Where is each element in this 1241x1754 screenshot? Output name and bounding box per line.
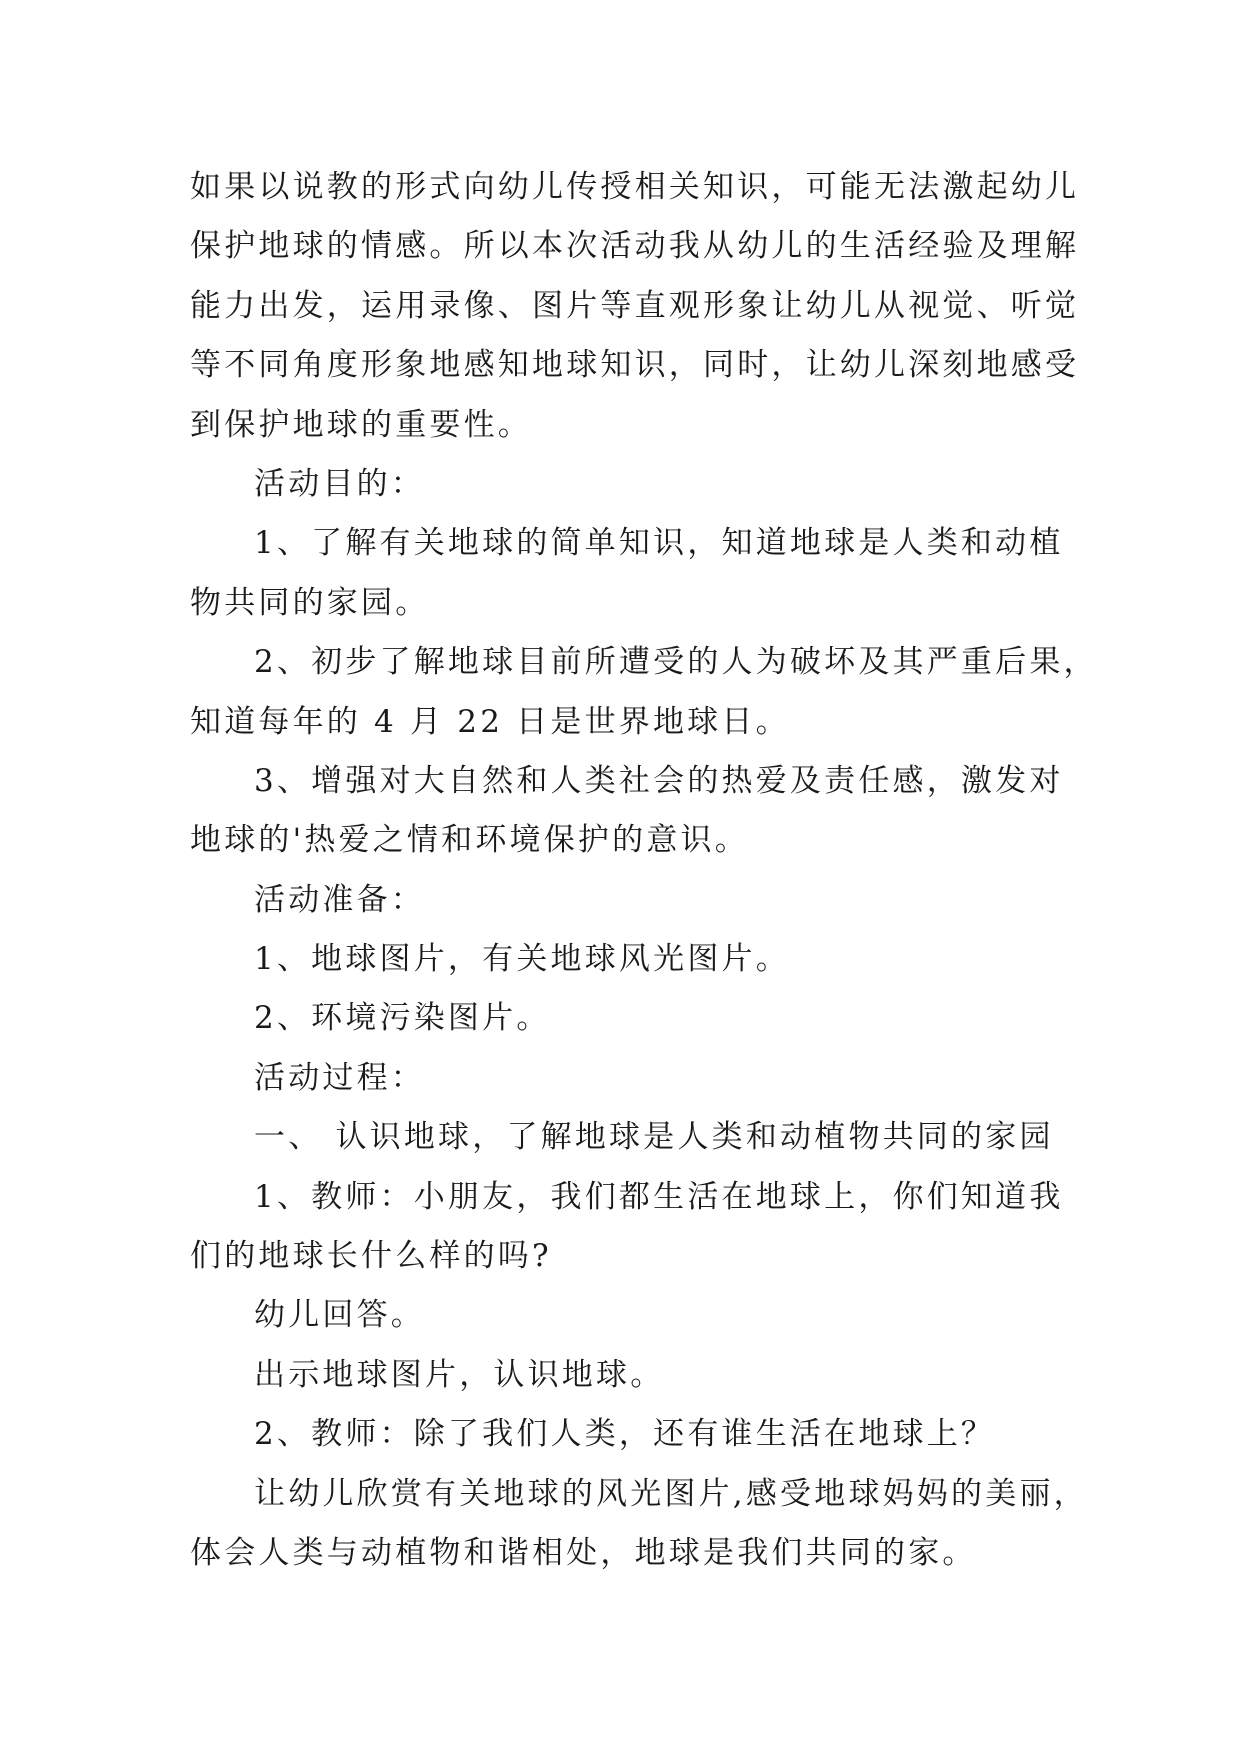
text-line: 物共同的家园。 [190,584,430,621]
preparation-item-1: 1、地球图片，有关地球风光图片。 [254,941,790,978]
section-heading-goals: 活动目的： [254,465,425,502]
text-line: 等不同角度形象地感知地球知识，同时，让幼儿深刻地感受 [190,347,1080,384]
preparation-item-2: 2、环境污染图片。 [254,1000,551,1037]
text-line: 让幼儿欣赏有关地球的风光图片,感受地球妈妈的美丽， [254,1475,1088,1512]
process-item-2: 2、教师：除了我们人类，还有谁生活在地球上？ [254,1416,996,1453]
text-line: 保护地球的情感。所以本次活动我从幼儿的生活经验及理解 [190,228,1080,265]
text-line: 到保护地球的重要性。 [190,406,532,443]
process-step-heading: 一、 认识地球，了解地球是人类和动植物共同的家园 [254,1119,1054,1156]
text-line: 知道每年的 4 月 22 日是世界地球日。 [190,703,790,740]
text-line: 体会人类与动植物和谐相处，地球是我们共同的家。 [190,1534,977,1571]
text-line: 能力出发，运用录像、图片等直观形象让幼儿从视觉、听觉 [190,287,1080,324]
text-line: 们的地球长什么样的吗? [190,1238,552,1275]
document-body [190,158,1098,1583]
section-heading-preparation: 活动准备： [254,881,425,918]
goal-item-3: 3、增强对大自然和人类社会的热爱及责任感，激发对 [254,762,1064,799]
goal-item-2: 2、初步了解地球目前所遭受的人为破坏及其严重后果， [254,644,1098,681]
text-line: 幼儿回答。 [254,1297,425,1334]
text-line: 地球的'热爱之情和环境保护的意识。 [190,822,749,859]
text-line: 出示地球图片，认识地球。 [254,1356,665,1393]
text-line: 如果以说教的形式向幼儿传授相关知识，可能无法激起幼儿 [190,169,1080,205]
process-item-1: 1、教师：小朋友，我们都生活在地球上，你们知道我 [254,1178,1064,1215]
section-heading-process: 活动过程： [254,1059,425,1096]
goal-item-1: 1、了解有关地球的简单知识，知道地球是人类和动植 [254,525,1064,562]
